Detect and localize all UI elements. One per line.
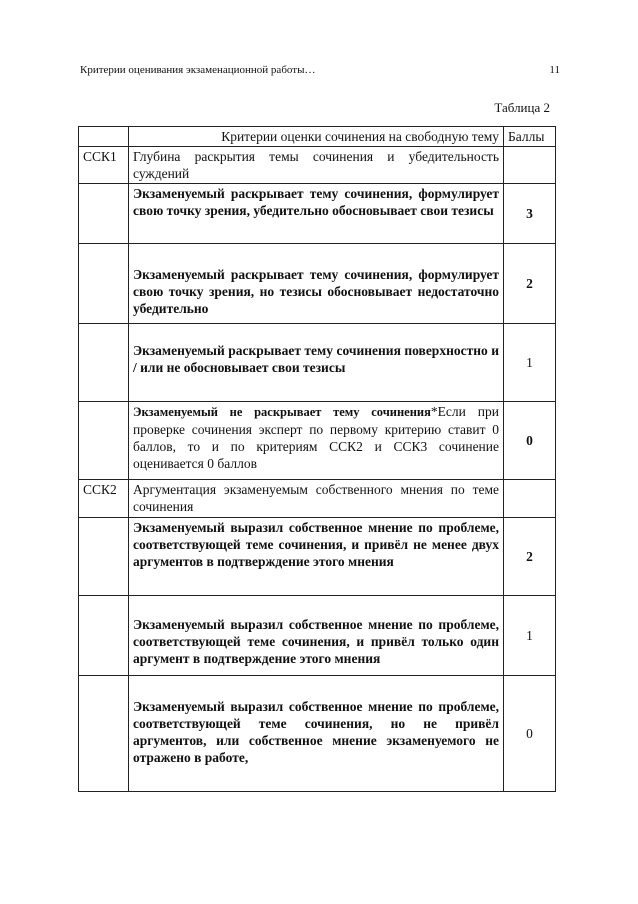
criteria-table [78, 126, 556, 792]
sck2-title-score [504, 480, 556, 518]
table-row [79, 518, 556, 596]
criterion-note: *Если при проверке сочинения эксперт по первому критерию ставит 0 баллов, то и по критериям ССК2 и ССК3 сочинение оценивается 0 баллов [133, 404, 499, 471]
empty-cell [79, 518, 129, 596]
table-row [79, 676, 556, 792]
table-row [79, 184, 556, 244]
sck1-title-row [79, 147, 556, 184]
criterion-text-bold: Экзаменуемый не раскрывает тему сочинения [133, 405, 431, 419]
running-title: Критерии оценивания экзаменационной работы… [80, 64, 316, 76]
header-score: Баллы [504, 127, 556, 147]
table-caption: Таблица 2 [494, 100, 550, 115]
sck2-code: ССК2 [79, 480, 129, 518]
empty-cell [79, 324, 129, 402]
sck1-code: ССК1 [79, 147, 129, 184]
table-row [79, 402, 556, 480]
empty-cell [79, 244, 129, 324]
criterion-text: Экзаменуемый выразил собственное мнение по проблеме, соответствующей теме сочинения, и привёл только один аргумент в подтверждение этого мнения [129, 596, 504, 676]
criterion-text: Экзаменуемый выразил собственное мнение по проблеме, соответствующей теме сочинения, но не привёл аргументов, или собственное мнение экзаменуемого не отражено в работе, [129, 676, 504, 792]
criterion-text: Экзаменуемый раскрывает тему сочинения, формулирует свою точку зрения, но тезисы обосновывает недостаточно убедительно [129, 244, 504, 324]
criterion-score: 1 [504, 324, 556, 402]
header-empty-cell [79, 127, 129, 147]
criterion-score: 0 [504, 402, 556, 480]
criterion-score: 2 [504, 244, 556, 324]
table-row [79, 324, 556, 402]
criterion-score: 2 [504, 518, 556, 596]
criterion-text [129, 402, 504, 480]
criterion-score: 1 [504, 596, 556, 676]
empty-cell [79, 402, 129, 480]
empty-cell [79, 676, 129, 792]
criterion-text: Экзаменуемый выразил собственное мнение по проблеме, соответствующей теме сочинения, и привёл не менее двух аргументов в подтверждение этого мнения [129, 518, 504, 596]
header-criteria: Критерии оценки сочинения на свободную тему [129, 127, 504, 147]
criterion-text: Экзаменуемый раскрывает тему сочинения, формулирует свою точку зрения, убедительно обосновывает свои тезисы [129, 184, 504, 244]
page-number: 11 [549, 64, 560, 76]
running-header [80, 64, 560, 76]
table-row [79, 244, 556, 324]
sck2-title: Аргументация экзаменуемым собственного мнения по теме сочинения [129, 480, 504, 518]
empty-cell [79, 596, 129, 676]
sck1-title: Глубина раскрытия темы сочинения и убедительность суждений [129, 147, 504, 184]
criterion-score: 0 [504, 676, 556, 792]
criterion-text: Экзаменуемый раскрывает тему сочинения поверхностно и / или не обосновывает свои тезисы [129, 324, 504, 402]
sck2-title-row [79, 480, 556, 518]
empty-cell [79, 184, 129, 244]
criterion-score: 3 [504, 184, 556, 244]
table-row [79, 596, 556, 676]
sck1-title-score [504, 147, 556, 184]
table-header-row [79, 127, 556, 147]
